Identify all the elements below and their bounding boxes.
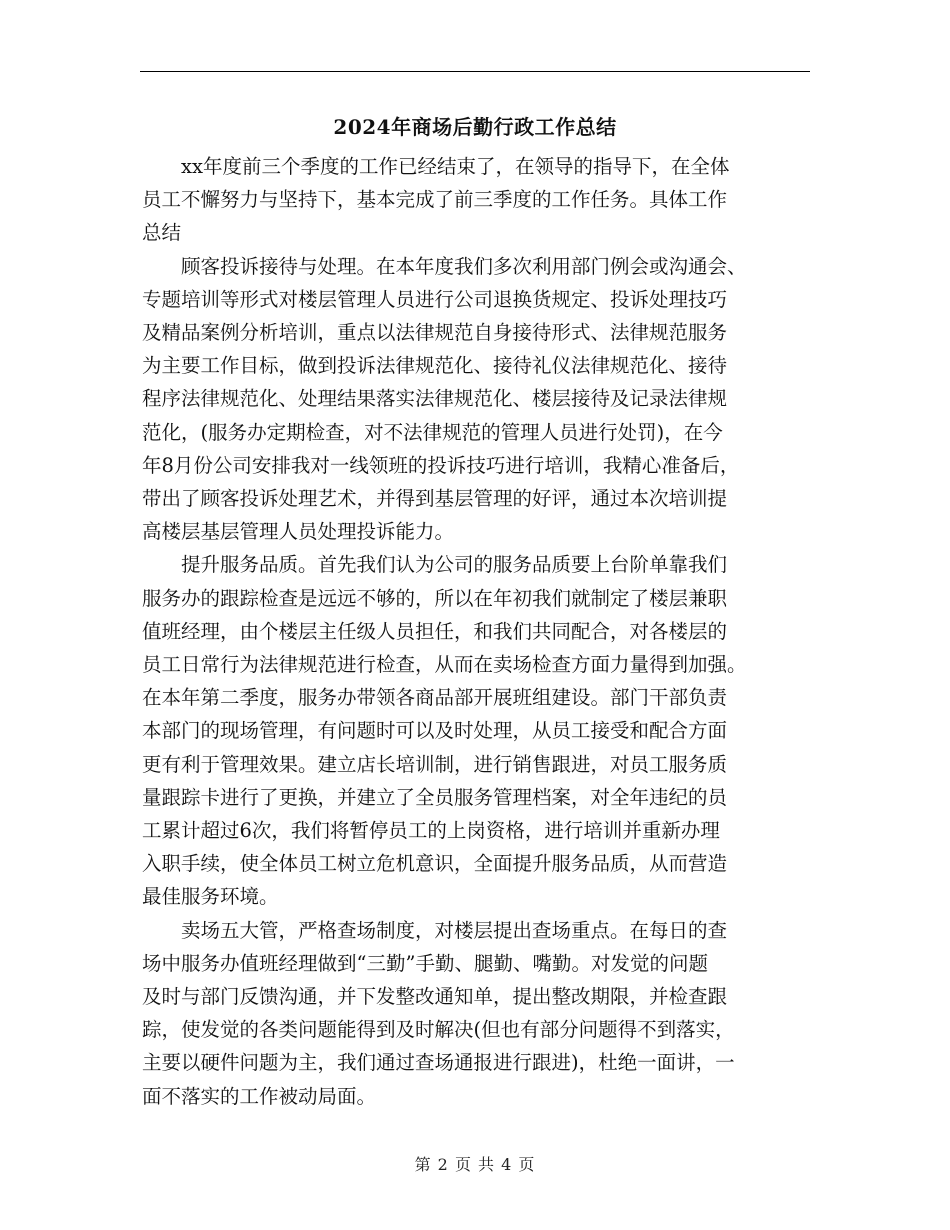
text-line: 入职手续，使全体员工树立危机意识，全面提升服务品质，从而营造 <box>142 852 728 876</box>
text-line: xx年度前三个季度的工作已经结束了，在领导的指导下，在全体 <box>181 155 730 178</box>
text-line: 年8月份公司安排我对一线领班的投诉技巧进行培训，我精心准备后， <box>142 453 740 477</box>
text-line: 及精品案例分析培训，重点以法律规范自身接待形式、法律规范服务 <box>142 321 728 345</box>
text-line: 及时与部门反馈沟通，并下发整改通知单，提出整改期限，并检查跟 <box>142 985 728 1009</box>
text-line: 卖场五大管，严格查场制度，对楼层提出查场重点。在每日的查 <box>181 918 728 942</box>
text-line: 服务办的跟踪检查是远远不够的，所以在年初我们就制定了楼层兼职 <box>142 586 728 610</box>
text-line: 在本年第二季度，服务办带领各商品部开展班组建设。部门干部负责 <box>142 686 728 710</box>
document-body <box>142 150 812 1113</box>
text-line: 高楼层基层管理人员处理投诉能力。 <box>142 520 455 544</box>
text-line: 最佳服务环境。 <box>142 885 279 909</box>
paragraph-intro <box>142 150 812 250</box>
text-line: 程序法律规范化、处理结果落实法律规范化、楼层接待及记录法律规 <box>142 387 728 411</box>
text-line: 值班经理，由个楼层主任级人员担任，和我们共同配合，对各楼层的 <box>142 619 728 643</box>
text-line: 量跟踪卡进行了更换，并建立了全员服务管理档案，对全年违纪的员 <box>142 785 728 809</box>
paragraph-floor-inspection <box>142 914 812 1113</box>
text-line: 为主要工作目标，做到投诉法律规范化、接待礼仪法律规范化、接待 <box>142 354 728 378</box>
text-line: 带出了顾客投诉处理艺术，并得到基层管理的好评，通过本次培训提 <box>142 487 728 511</box>
text-line: 顾客投诉接待与处理。在本年度我们多次利用部门例会或沟通会、 <box>181 254 747 278</box>
document-title: 2024年商场后勤行政工作总结 <box>333 115 617 139</box>
text-line: 主要以硬件问题为主，我们通过查场通报进行跟进)，杜绝一面讲，一 <box>142 1051 735 1075</box>
text-line: 更有利于管理效果。建立店长培训制，进行销售跟进，对员工服务质 <box>142 752 728 776</box>
text-line: 踪，使发觉的各类问题能得到及时解决(但也有部分问题得不到落实， <box>142 1018 735 1042</box>
paragraph-service-quality <box>142 548 812 913</box>
page-number-footer: 第 2 页 共 4 页 <box>414 1155 536 1174</box>
text-line: 本部门的现场管理，有问题时可以及时处理，从员工接受和配合方面 <box>142 719 728 743</box>
text-line: 工累计超过6次，我们将暂停员工的上岗资格，进行培训并重新办理 <box>142 819 720 843</box>
text-line: 范化，(服务办定期检查，对不法律规范的管理人员进行处罚)，在今 <box>142 420 723 444</box>
text-line: 专题培训等形式对楼层管理人员进行公司退换货规定、投诉处理技巧 <box>142 287 728 311</box>
text-line: 面不落实的工作被动局面。 <box>142 1084 377 1108</box>
text-line: 员工不懈努力与坚持下，基本完成了前三季度的工作任务。具体工作 <box>142 188 728 212</box>
text-line: 场中服务办值班经理做到“三勤”手勤、腿勤、嘴勤。对发觉的问题 <box>142 951 708 975</box>
text-line: 总结 <box>142 221 182 245</box>
text-line: 员工日常行为法律规范进行检查，从而在卖场检查方面力量得到加强。 <box>142 653 747 677</box>
paragraph-complaints <box>142 250 812 549</box>
text-line: 提升服务品质。首先我们认为公司的服务品质要上台阶单靠我们 <box>181 553 728 577</box>
header-rule <box>140 71 810 72</box>
